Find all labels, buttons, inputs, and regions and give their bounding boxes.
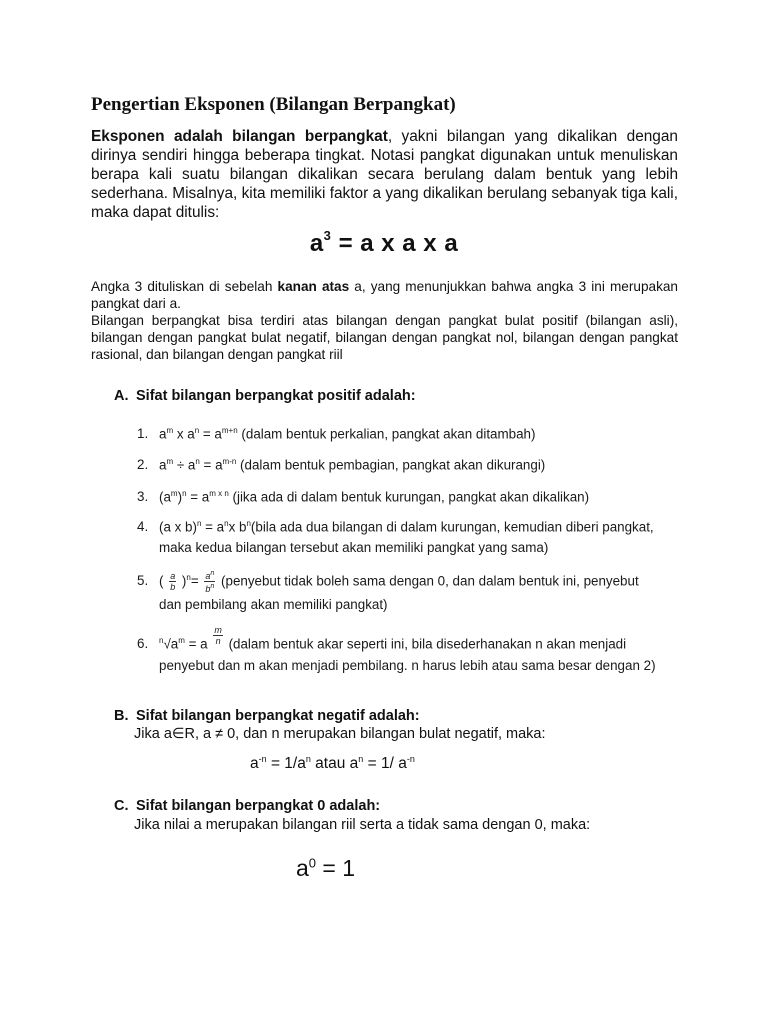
- item-term: = a: [201, 519, 225, 535]
- paragraph-kanan-atas: [91, 278, 678, 312]
- item-exp: m: [170, 489, 178, 498]
- fraction-numerator: [204, 569, 215, 582]
- formula-rest: = a x a x a: [331, 230, 459, 257]
- item-description: (dalam bentuk perkalian, pangkat akan ditambah): [237, 426, 536, 442]
- fraction-base: a: [205, 571, 211, 582]
- list-item: [137, 625, 697, 676]
- fraction-exp: n: [210, 570, 215, 578]
- fraction-an-bn: [204, 569, 215, 594]
- item-exp: n: [186, 573, 191, 582]
- section-a-heading: [114, 388, 416, 404]
- intro-paragraph: [91, 127, 678, 222]
- fraction-a-b: [169, 571, 176, 592]
- page-title: Pengertian Eksponen (Bilangan Berpangkat): [91, 94, 456, 115]
- formula-exp: -n: [258, 754, 267, 764]
- intro-text: , yakni bilangan yang dikalikan dengan dirinya sendiri hingga beberapa tingkat. Notasi pangkat digunakan untuk menuliskan berapa kali suatu bilangan dikalikan secara berulang dalam bentuk yang lebih sederhana. Misalnya, kita memiliki faktor a yang dikalikan berulang sebanyak tiga kali, maka dapat ditulis:: [91, 128, 678, 221]
- fraction-exp: n: [210, 583, 215, 591]
- section-c-heading: [114, 798, 380, 814]
- section-c-title: Sifat bilangan berpangkat 0 adalah:: [136, 798, 381, 814]
- item-term: a: [159, 426, 167, 442]
- item-description-cont: dan pembilang akan memiliki pangkat): [159, 597, 388, 613]
- fraction-numerator: m: [214, 625, 222, 636]
- list-item: [137, 451, 697, 475]
- formula-exp: n: [358, 754, 364, 764]
- root-index: n: [159, 636, 164, 645]
- item-term: =: [190, 573, 203, 589]
- item-description: (bila ada dua bilangan di dalam kurungan, kemudian diberi pangkat,: [250, 519, 654, 535]
- item-term: = a: [186, 489, 210, 505]
- zero-exponent-formula: [296, 855, 355, 882]
- item-term: a: [159, 457, 167, 473]
- section-a-letter: A.: [114, 388, 129, 404]
- item-number: 5.: [137, 573, 149, 589]
- section-b-title: Sifat bilangan berpangkat negatif adalah:: [136, 708, 420, 724]
- item-term: (: [159, 573, 168, 589]
- item-number: 1.: [137, 426, 149, 442]
- list-item: [137, 420, 697, 444]
- item-exp: n: [182, 489, 187, 498]
- item-term: ÷ a: [173, 457, 196, 473]
- item-exp: m-n: [222, 457, 237, 466]
- item-exp: n: [196, 519, 202, 528]
- list-item: [137, 483, 697, 507]
- paragraph-jenis-pangkat: Bilangan berpangkat bisa terdiri atas bilangan dengan pangkat bulat positif (bilangan asli), bilangan dengan pangkat bulat negatif, bilangan dengan pangkat nol, bilangan dengan pangkat rasional, dan bilangan dengan pangkat riil: [91, 313, 678, 362]
- item-exp: m: [178, 636, 185, 645]
- section-b-text: Jika a∈R, a ≠ 0, dan n merupakan bilangan bulat negatif, maka:: [134, 726, 546, 742]
- section-a-title: Sifat bilangan berpangkat positif adalah:: [136, 388, 416, 404]
- fraction-denominator: [204, 582, 215, 594]
- section-c-text: Jika nilai a merupakan bilangan riil serta a tidak sama dengan 0, maka:: [134, 817, 591, 833]
- item-exp: n: [195, 457, 200, 466]
- item-term: ): [178, 573, 187, 589]
- fraction-base: b: [205, 584, 211, 595]
- fraction-m-n: [213, 625, 223, 646]
- formula-exp: n: [305, 754, 311, 764]
- item-description: (dalam bentuk akar seperti ini, bila disederhanakan n akan menjadi: [224, 636, 627, 652]
- formula-term: = 1/ a: [363, 755, 407, 773]
- item-number: 3.: [137, 489, 149, 505]
- fraction-denominator: n: [215, 636, 221, 647]
- fraction-numerator: a: [170, 571, 176, 582]
- section-c-letter: C.: [114, 798, 129, 814]
- item-number: 4.: [137, 519, 149, 535]
- formula-term: = 1/a: [266, 755, 306, 773]
- fraction-denominator: b: [170, 582, 176, 593]
- radical-sign: √a: [163, 636, 179, 652]
- item-description: (dalam bentuk pembagian, pangkat akan dikurangi): [236, 457, 546, 473]
- formula-exponent: 3: [323, 228, 332, 243]
- item-description-cont: penyebut dan m akan menjadi pembilang. n harus lebih atau sama besar dengan 2): [159, 658, 656, 674]
- item-exp: m: [166, 426, 174, 435]
- main-formula: [0, 230, 768, 258]
- section-b-letter: B.: [114, 708, 129, 724]
- item-term: = a: [184, 636, 212, 652]
- item-description: (jika ada di dalam bentuk kurungan, pangkat akan dikalikan): [228, 489, 590, 505]
- para1-after: a, yang menunjukkan bahwa angka 3 ini merupakan pangkat dari a.: [91, 279, 678, 311]
- item-exp: n: [194, 426, 200, 435]
- item-exp: m+n: [221, 426, 238, 435]
- list-item: [137, 513, 697, 558]
- item-exp: n: [246, 519, 251, 528]
- item-term: x b: [228, 519, 247, 535]
- intro-bold: Eksponen adalah bilangan berpangkat: [91, 128, 388, 145]
- formula-rest: = 1: [316, 855, 356, 881]
- item-number: 6.: [137, 636, 149, 652]
- item-term: x a: [173, 426, 195, 442]
- item-exp: m: [166, 457, 174, 466]
- item-number: 2.: [137, 457, 149, 473]
- section-b-heading: [114, 708, 420, 724]
- list-item: [137, 567, 697, 615]
- formula-base: a: [296, 855, 309, 881]
- item-term: = a: [199, 457, 223, 473]
- formula-exp: -n: [406, 754, 415, 764]
- item-term: (a: [159, 489, 171, 505]
- item-term: ): [177, 489, 183, 505]
- para1-before: Angka 3 dituliskan di sebelah: [91, 279, 278, 294]
- formula-exp: 0: [308, 855, 317, 871]
- item-term: = a: [199, 426, 222, 442]
- para1-bold: kanan atas: [277, 279, 350, 294]
- item-description-cont: maka kedua bilangan tersebut akan memiliki pangkat yang sama): [159, 540, 549, 556]
- item-exp: m x n: [209, 489, 229, 498]
- item-exp: n: [224, 519, 229, 528]
- formula-term: atau a: [310, 755, 359, 773]
- formula-term: a: [250, 755, 259, 773]
- formula-base: a: [309, 230, 324, 257]
- item-description: (penyebut tidak boleh sama dengan 0, dan dalam bentuk ini, penyebut: [217, 573, 639, 589]
- item-term: (a x b): [159, 519, 197, 535]
- negative-exponent-formula: [250, 754, 415, 773]
